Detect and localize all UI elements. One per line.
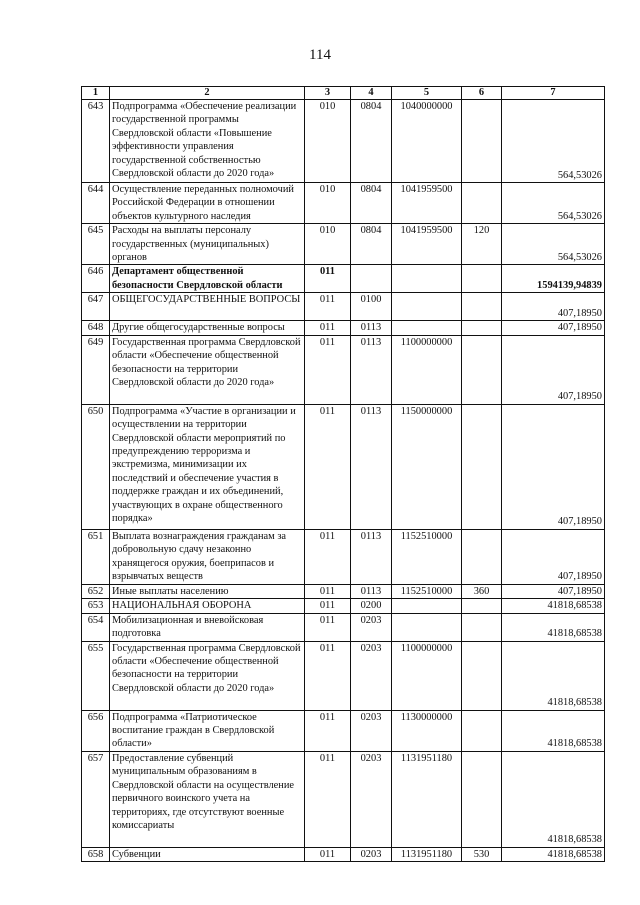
row-expense-type [462,265,502,293]
header-col-2: 2 [110,87,305,100]
row-name: Иные выплаты населению [110,584,305,598]
table-row [82,599,605,613]
row-amount: 564,53026 [502,100,605,183]
row-expense-type [462,293,502,321]
table-body [82,100,605,862]
page-number: 114 [309,47,331,63]
row-number: 651 [82,529,110,584]
row-ved-code: 011 [305,710,351,751]
row-amount: 407,18950 [502,584,605,598]
row-number: 649 [82,335,110,404]
row-ved-code: 011 [305,641,351,710]
row-target-code [392,599,462,613]
row-number: 646 [82,265,110,293]
row-name: Государственная программа Свердловской области «Обеспечение общественной безопасности на территории Свердловской области до 2020 года» [110,641,305,710]
row-section-code [351,265,392,293]
table-row [82,710,605,751]
table-row [82,265,605,293]
table-row [82,613,605,641]
row-name: Субвенции [110,847,305,861]
row-ved-code: 011 [305,529,351,584]
row-number: 653 [82,599,110,613]
row-target-code: 1131951180 [392,751,462,847]
row-expense-type [462,641,502,710]
row-expense-type [462,529,502,584]
row-name: Подпрограмма «Обеспечение реализации государственной программы Свердловской области «Повышение эффективности управления государственной собственностью Свердловской области до 2020 года» [110,100,305,183]
row-name: Осуществление переданных полномочий Российской Федерации в отношении объектов культурного наследия [110,183,305,224]
row-section-code: 0804 [351,183,392,224]
row-expense-type [462,404,502,529]
header-col-4: 4 [351,87,392,100]
row-name: Другие общегосударственные вопросы [110,321,305,335]
row-name: Департамент общественной безопасности Свердловской области [110,265,305,293]
budget-table [81,86,605,862]
row-section-code: 0113 [351,404,392,529]
row-ved-code: 011 [305,599,351,613]
row-number: 652 [82,584,110,598]
row-ved-code: 011 [305,265,351,293]
row-section-code: 0203 [351,710,392,751]
row-expense-type [462,335,502,404]
header-col-7: 7 [502,87,605,100]
table-row [82,847,605,861]
table-row [82,529,605,584]
row-section-code: 0804 [351,224,392,265]
row-section-code: 0203 [351,847,392,861]
row-target-code: 1152510000 [392,529,462,584]
row-target-code: 1100000000 [392,641,462,710]
row-amount: 41818,68538 [502,751,605,847]
row-section-code: 0200 [351,599,392,613]
row-number: 647 [82,293,110,321]
row-target-code [392,293,462,321]
row-ved-code: 010 [305,224,351,265]
row-expense-type: 120 [462,224,502,265]
row-target-code: 1152510000 [392,584,462,598]
row-number: 657 [82,751,110,847]
row-expense-type [462,100,502,183]
table-row [82,321,605,335]
row-target-code [392,321,462,335]
row-number: 656 [82,710,110,751]
row-ved-code: 011 [305,404,351,529]
row-target-code: 1150000000 [392,404,462,529]
table-row [82,335,605,404]
row-section-code: 0113 [351,584,392,598]
row-amount: 564,53026 [502,183,605,224]
header-col-6: 6 [462,87,502,100]
header-col-1: 1 [82,87,110,100]
row-name: Расходы на выплаты персоналу государственных (муниципальных) органов [110,224,305,265]
row-expense-type [462,710,502,751]
row-amount: 41818,68538 [502,710,605,751]
table-row [82,584,605,598]
row-section-code: 0113 [351,321,392,335]
row-number: 643 [82,100,110,183]
row-target-code: 1131951180 [392,847,462,861]
table-row [82,224,605,265]
header-col-3: 3 [305,87,351,100]
row-amount: 41818,68538 [502,641,605,710]
row-amount: 407,18950 [502,404,605,529]
row-expense-type: 530 [462,847,502,861]
row-target-code [392,613,462,641]
row-expense-type: 360 [462,584,502,598]
table-row [82,293,605,321]
row-ved-code: 011 [305,335,351,404]
row-number: 655 [82,641,110,710]
row-name: НАЦИОНАЛЬНАЯ ОБОРОНА [110,599,305,613]
row-section-code: 0100 [351,293,392,321]
row-amount: 41818,68538 [502,599,605,613]
row-section-code: 0203 [351,641,392,710]
row-number: 644 [82,183,110,224]
row-name: Предоставление субвенций муниципальным образованиям в Свердловской области на осуществление первичного воинского учета на территориях, где отсутствуют военные комиссариаты [110,751,305,847]
table-row [82,751,605,847]
row-expense-type [462,751,502,847]
row-name: Мобилизационная и вневойсковая подготовка [110,613,305,641]
row-amount: 407,18950 [502,321,605,335]
row-name: Государственная программа Свердловской области «Обеспечение общественной безопасности на территории Свердловской области до 2020 года» [110,335,305,404]
row-amount: 407,18950 [502,529,605,584]
row-target-code: 1100000000 [392,335,462,404]
table-row [82,404,605,529]
row-amount: 564,53026 [502,224,605,265]
row-amount: 407,18950 [502,293,605,321]
row-expense-type [462,599,502,613]
row-amount: 41818,68538 [502,613,605,641]
row-target-code: 1130000000 [392,710,462,751]
row-expense-type [462,321,502,335]
row-name: Подпрограмма «Участие в организации и осуществлении на территории Свердловской области мероприятий по предупреждению терроризма и экстремизма, минимизации их последствий и обеспечение участия в поддержке граждан и их объединений, участвующих в охране общественного порядка» [110,404,305,529]
row-ved-code: 011 [305,847,351,861]
row-ved-code: 011 [305,751,351,847]
header-col-5: 5 [392,87,462,100]
row-target-code: 1040000000 [392,100,462,183]
row-target-code: 1041959500 [392,183,462,224]
row-name: Подпрограмма «Патриотическое воспитание граждан в Свердловской области» [110,710,305,751]
row-section-code: 0804 [351,100,392,183]
table-row [82,641,605,710]
row-section-code: 0203 [351,751,392,847]
row-ved-code: 010 [305,183,351,224]
row-expense-type [462,183,502,224]
row-ved-code: 011 [305,321,351,335]
row-number: 650 [82,404,110,529]
table-row [82,183,605,224]
row-name: Выплата вознаграждения гражданам за добровольную сдачу незаконно хранящегося оружия, боеприпасов и взрывчатых веществ [110,529,305,584]
row-ved-code: 010 [305,100,351,183]
row-number: 645 [82,224,110,265]
table-row [82,100,605,183]
row-number: 648 [82,321,110,335]
row-target-code: 1041959500 [392,224,462,265]
row-section-code: 0203 [351,613,392,641]
row-number: 654 [82,613,110,641]
row-expense-type [462,613,502,641]
row-number: 658 [82,847,110,861]
row-ved-code: 011 [305,613,351,641]
row-section-code: 0113 [351,529,392,584]
row-amount: 407,18950 [502,335,605,404]
row-ved-code: 011 [305,293,351,321]
row-section-code: 0113 [351,335,392,404]
row-name: ОБЩЕГОСУДАРСТВЕННЫЕ ВОПРОСЫ [110,293,305,321]
row-target-code [392,265,462,293]
header-row [82,87,605,100]
row-amount: 41818,68538 [502,847,605,861]
row-amount: 1594139,94839 [502,265,605,293]
row-ved-code: 011 [305,584,351,598]
